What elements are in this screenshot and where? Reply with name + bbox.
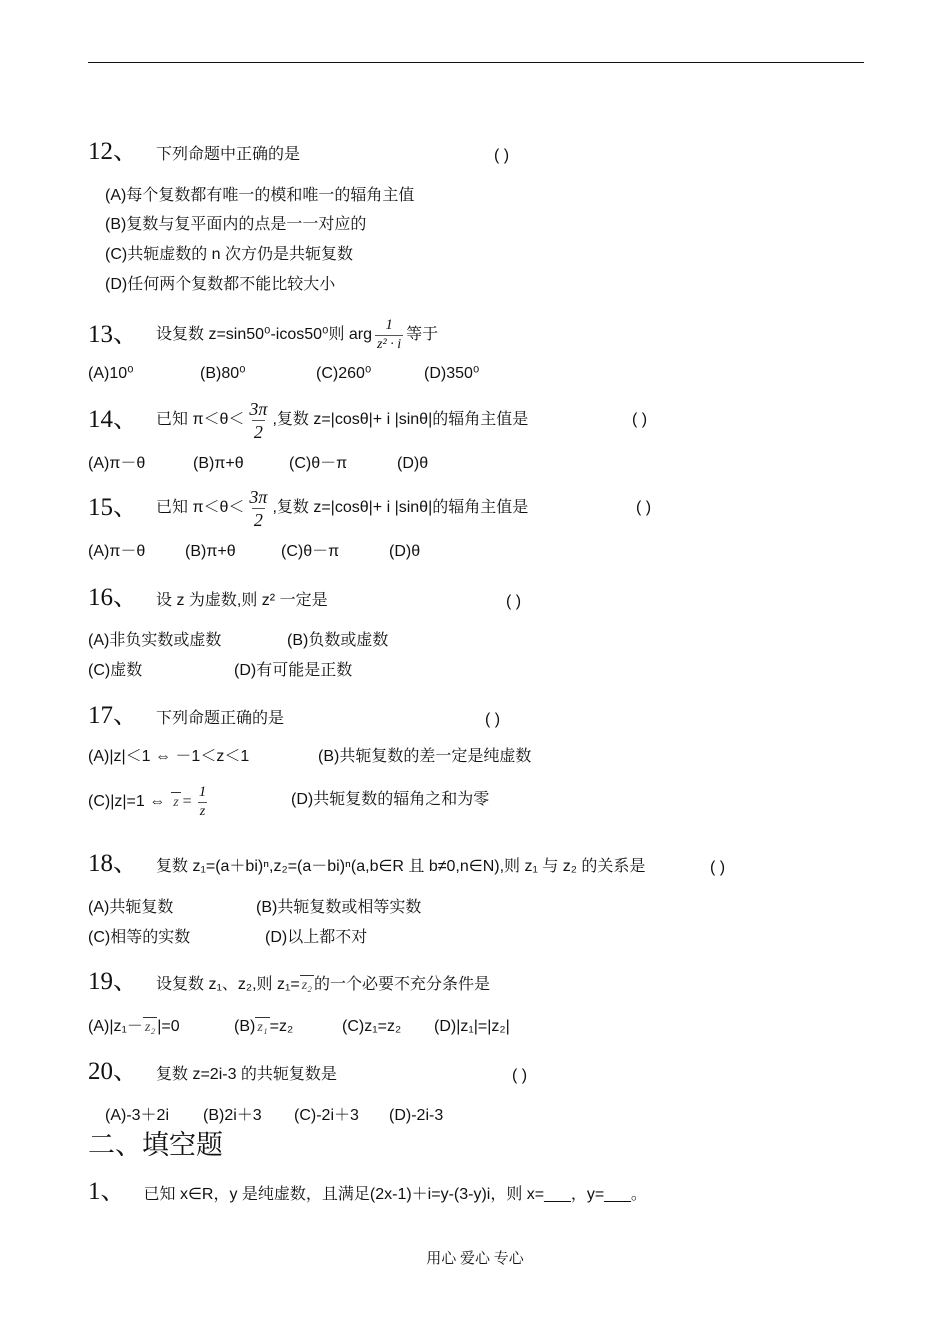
q16-option-c: (C)虚数 bbox=[88, 662, 143, 679]
q14-option-a: (A)π－θ bbox=[88, 455, 146, 472]
answer-paren-14: ( ) bbox=[632, 411, 648, 428]
q18-option-a: (A)共轭复数 bbox=[88, 899, 174, 916]
answer-paren-16: ( ) bbox=[506, 593, 522, 610]
question-18: 18、 复数 z₁=(a＋bi)ⁿ,z₂=(a－bi)ⁿ(a,b∈R 且 b≠0,n∈N),则 z₁ 与 z₂ 的关系是 bbox=[88, 850, 646, 877]
q13-option-d: (D)350⁰ bbox=[424, 365, 480, 382]
q15-option-d: (D)θ bbox=[389, 543, 421, 560]
question-15: 15、 已知 π＜θ＜ $\frac{3\pi}{2}$ ,复数 z=|cosθ|+ i |sinθ|的辐角主值是 bbox=[88, 486, 529, 530]
q12-option-c: (C)共轭虚数的 n 次方仍是共轭复数 bbox=[105, 246, 354, 263]
q15-option-a: (A)π－θ bbox=[88, 543, 146, 560]
conjugate-z: z bbox=[171, 792, 180, 813]
q17-option-a: (A)|z|＜1 ⇔ －1＜z＜1 bbox=[88, 748, 250, 765]
q17-option-c: (C)|z|=1 ⇔ z = $\frac{1}{z}$ bbox=[88, 784, 207, 819]
q12-option-a: (A)每个复数都有唯一的模和唯一的辐角主值 bbox=[105, 187, 415, 204]
q20-option-b: (B)2i＋3 bbox=[203, 1107, 262, 1124]
fraction: $\frac{3\pi}{2}$ bbox=[249, 398, 268, 442]
answer-paren-17: ( ) bbox=[485, 711, 501, 728]
q18-option-b: (B)共轭复数或相等实数 bbox=[256, 899, 422, 916]
question-13: 13、 设复数 z=sin50⁰-icos50⁰则 arg $\frac{1}{\text{z² · i}}$ 等于 bbox=[88, 317, 439, 352]
q18-option-d: (D)以上都不对 bbox=[265, 929, 368, 946]
question-14: 14、 已知 π＜θ＜ $\frac{3\pi}{2}$ ,复数 z=|cosθ|+ i |sinθ|的辐角主值是 bbox=[88, 398, 529, 442]
question-16: 16、 设 z 为虚数,则 z² 一定是 bbox=[88, 584, 328, 611]
answer-paren-12: ( ) bbox=[494, 147, 510, 164]
answer-paren-18: ( ) bbox=[710, 859, 726, 876]
q20-option-a: (A)-3＋2i bbox=[105, 1107, 170, 1124]
answer-paren-20: ( ) bbox=[512, 1067, 528, 1084]
q14-option-d: (D)θ bbox=[397, 455, 429, 472]
q14-option-b: (B)π+θ bbox=[193, 455, 244, 472]
fill-question-1: 1、 已知 x∈R，y 是纯虚数，且满足(2x-1)＋i=y-(3-y)i，则 x=___，y=___。 bbox=[88, 1178, 647, 1205]
q12-option-d: (D)任何两个复数都不能比较大小 bbox=[105, 276, 336, 293]
answer-paren-15: ( ) bbox=[636, 499, 652, 516]
q19-option-a: (A)|z₁－ z₂ |=0 bbox=[88, 1017, 180, 1038]
page-footer: 用心 爱心 专心 bbox=[426, 1251, 524, 1267]
header-rule bbox=[88, 62, 864, 63]
fraction: $\frac{1}{\text{z² · i}}$ bbox=[377, 317, 402, 352]
section-heading: 二、填空题 bbox=[88, 1130, 223, 1160]
q16-option-d: (D)有可能是正数 bbox=[234, 662, 353, 679]
q13-option-b: (B)80⁰ bbox=[200, 365, 246, 382]
q12-option-b: (B)复数与复平面内的点是一一对应的 bbox=[105, 216, 367, 233]
q16-option-a: (A)非负实数或虚数 bbox=[88, 632, 222, 649]
q15-option-b: (B)π+θ bbox=[185, 543, 236, 560]
q15-option-c: (C)θ－π bbox=[281, 543, 340, 560]
fraction: $\frac{3\pi}{2}$ bbox=[249, 486, 268, 530]
q16-option-b: (B)负数或虚数 bbox=[287, 632, 389, 649]
q19-option-d: (D)|z₁|=|z₂| bbox=[434, 1018, 510, 1035]
question-17: 17、 下列命题正确的是 bbox=[88, 702, 285, 729]
q13-option-a: (A)10⁰ bbox=[88, 365, 134, 382]
q17-option-b: (B)共轭复数的差一定是纯虚数 bbox=[318, 748, 532, 765]
q19-option-b: (B) z₁ =z₂ bbox=[234, 1017, 293, 1038]
fraction: $\frac{1}{z}$ bbox=[198, 784, 207, 819]
q18-option-c: (C)相等的实数 bbox=[88, 929, 191, 946]
q17-option-d: (D)共轭复数的辐角之和为零 bbox=[291, 791, 490, 808]
question-12: 12、 下列命题中正确的是 bbox=[88, 138, 301, 165]
q14-option-c: (C)θ－π bbox=[289, 455, 348, 472]
q20-option-c: (C)-2i＋3 bbox=[294, 1107, 359, 1124]
question-20: 20、 复数 z=2i-3 的共轭复数是 bbox=[88, 1058, 337, 1085]
q19-option-c: (C)z₁=z₂ bbox=[342, 1018, 402, 1035]
q13-option-c: (C)260⁰ bbox=[316, 365, 372, 382]
conjugate-z2: z₂ bbox=[300, 975, 314, 996]
question-19: 19、 设复数 z₁、z₂,则 z₁= z₂ 的一个必要不充分条件是 bbox=[88, 968, 491, 995]
q20-option-d: (D)-2i-3 bbox=[389, 1107, 444, 1124]
